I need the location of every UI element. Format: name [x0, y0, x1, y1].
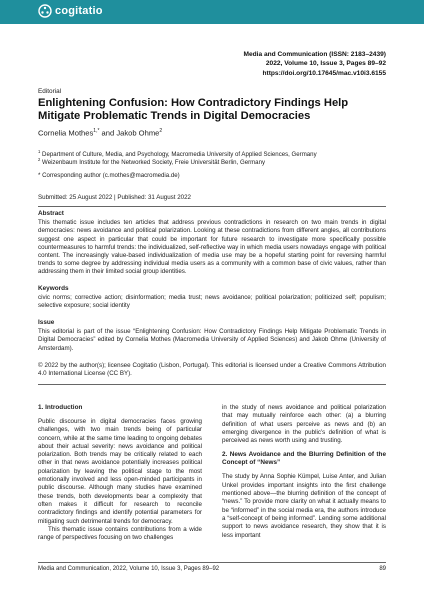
- keywords-heading: Keywords: [38, 285, 69, 292]
- issue-text: This editorial is part of the issue “Enlightening Confusion: How Contradictory Findings Help Mitigate Problematic Trends in Digital Democracies” edited by Cornelia Mothes (Macromedia University of Applied Sciences) and Jakob Ohme (University of Amsterdam).: [38, 328, 386, 352]
- introduction-heading: 1. Introduction: [38, 404, 83, 411]
- journal-issn: Media and Communication (ISSN: 2183–2439): [243, 51, 386, 58]
- license-text: © 2022 by the author(s); licensee Cogitatio (Lisbon, Portugal). This editorial is licensed under a Creative Commons Attribution 4.0 International License (CC BY).: [38, 362, 386, 378]
- header-bar: [0, 0, 424, 24]
- page-number: 89: [379, 566, 386, 572]
- introduction-paragraph-1: Public discourse in digital democracies faces growing challenges, with two main trends being of particular concern, while at the same time leading to ongoing debates about their actual severity: news avoidance and political polarization. Both trends may be critically related to each other in that news avoidance potentially increases political polarization by leaving the political stage to the most emotionally involved and less open-minded participants in public discourse. Although many studies have examined these trends, both developments bear a complexity that often makes it difficult for research to reconcile contradictory findings and identify potential parameters for mitigating such detrimental trends for democracy.: [38, 418, 202, 525]
- right-paragraph-2: The study by Anna Sophie Kümpel, Luise Anter, and Julian Unkel provides important insights into the first challenge mentioned above—the blurring definition of the concept of “news.” To provide more clarity on what it actually means to be “informed” in the social media era, the authors introduce a “self-concept of being informed”. Lending some additional support to news avoidance research, they show that it is less important: [222, 473, 386, 539]
- abstract-heading: Abstract: [38, 210, 64, 217]
- cogitatio-logo[interactable]: [38, 4, 103, 18]
- journal-volume: 2022, Volume 10, Issue 3, Pages 89–92: [265, 60, 386, 68]
- submission-dates: Submitted: 25 August 2022 | Published: 31 August 2022: [38, 194, 191, 201]
- author-2-sup: 2: [159, 128, 163, 134]
- section-label: Editorial: [38, 88, 62, 95]
- article-title: Enlightening Confusion: How Contradictory Findings Help Mitigate Problematic Trends in Digital Democracies: [38, 97, 349, 122]
- keywords-block: [38, 285, 386, 311]
- abstract-block: [38, 210, 386, 277]
- keywords-text: civic norms; corrective action; disinformation; media trust; news avoidance; political polarization; politicized self; populism; selective exposure; social identity: [38, 294, 386, 310]
- author-2: Jakob Ohme: [116, 128, 160, 138]
- issue-block: [38, 319, 386, 353]
- affiliation-2: [38, 156, 398, 167]
- doi-link[interactable]: https://doi.org/10.17645/mac.v10i3.6155: [262, 69, 386, 77]
- author-line: [38, 128, 162, 138]
- divider-bottom: [38, 384, 386, 385]
- footer-citation: Media and Communication, 2022, Volume 10, Issue 3, Pages 89–92: [38, 566, 220, 572]
- affiliation-2-sup: 2: [38, 157, 41, 162]
- introduction-paragraph-2: This thematic issue contains contributions from a wide range of perspectives focusing on two challenges: [38, 525, 202, 542]
- divider-top: [38, 206, 386, 207]
- left-column: [38, 404, 202, 542]
- footer-divider: [38, 562, 386, 563]
- affiliation-2-text: Weizenbaum Institute for the Networked Society, Freie Universität Berlin, Germany: [42, 159, 266, 167]
- right-column: [222, 404, 386, 540]
- author-separator: and: [99, 128, 117, 138]
- section-2-heading: 2. News Avoidance and the Blurring Definition of the Concept of “News”: [222, 451, 386, 467]
- abstract-text: This thematic issue includes ten articles that address previous contradictions in research on two main trends in digital democracies: news avoidance and political polarization. Looking at these contradictions from different angles, all contributions suggest one aspect in particular that could be important for future research to investigate more specifically possible countermeasures to harmful trends: the individualized, self-reflective way in which media users nowadays engage with political content. The increasingly value-based individualization of media use may be a hopeful starting point for reversing harmful trends to some degree by addressing individual media users as a community with a common base of civic values, rather than addressing them in their limited social group identities.: [38, 219, 386, 276]
- brand-name: cogitatio: [55, 5, 103, 17]
- journal-info: [243, 50, 386, 78]
- author-1: Cornelia Mothes: [38, 128, 94, 138]
- right-paragraph-1: in the study of news avoidance and political polarization that may mutually reinforce each other: (a) a blurring definition of what users perceive as news and (b) an emerging divergence in the public’s definition of what is perceived as news worth using and trusting.: [222, 404, 386, 445]
- corresponding-author: * Corresponding author (c.mothes@macromedia.de): [38, 172, 180, 179]
- author-1-sup: 1,*: [93, 128, 100, 134]
- affiliation-1-sup: 1: [38, 149, 41, 154]
- affiliation-1-text: Department of Culture, Media, and Psychology, Macromedia University of Applied Sciences, Germany: [42, 151, 317, 159]
- issue-heading: Issue: [38, 319, 55, 326]
- cogitatio-logo-icon: [38, 4, 52, 18]
